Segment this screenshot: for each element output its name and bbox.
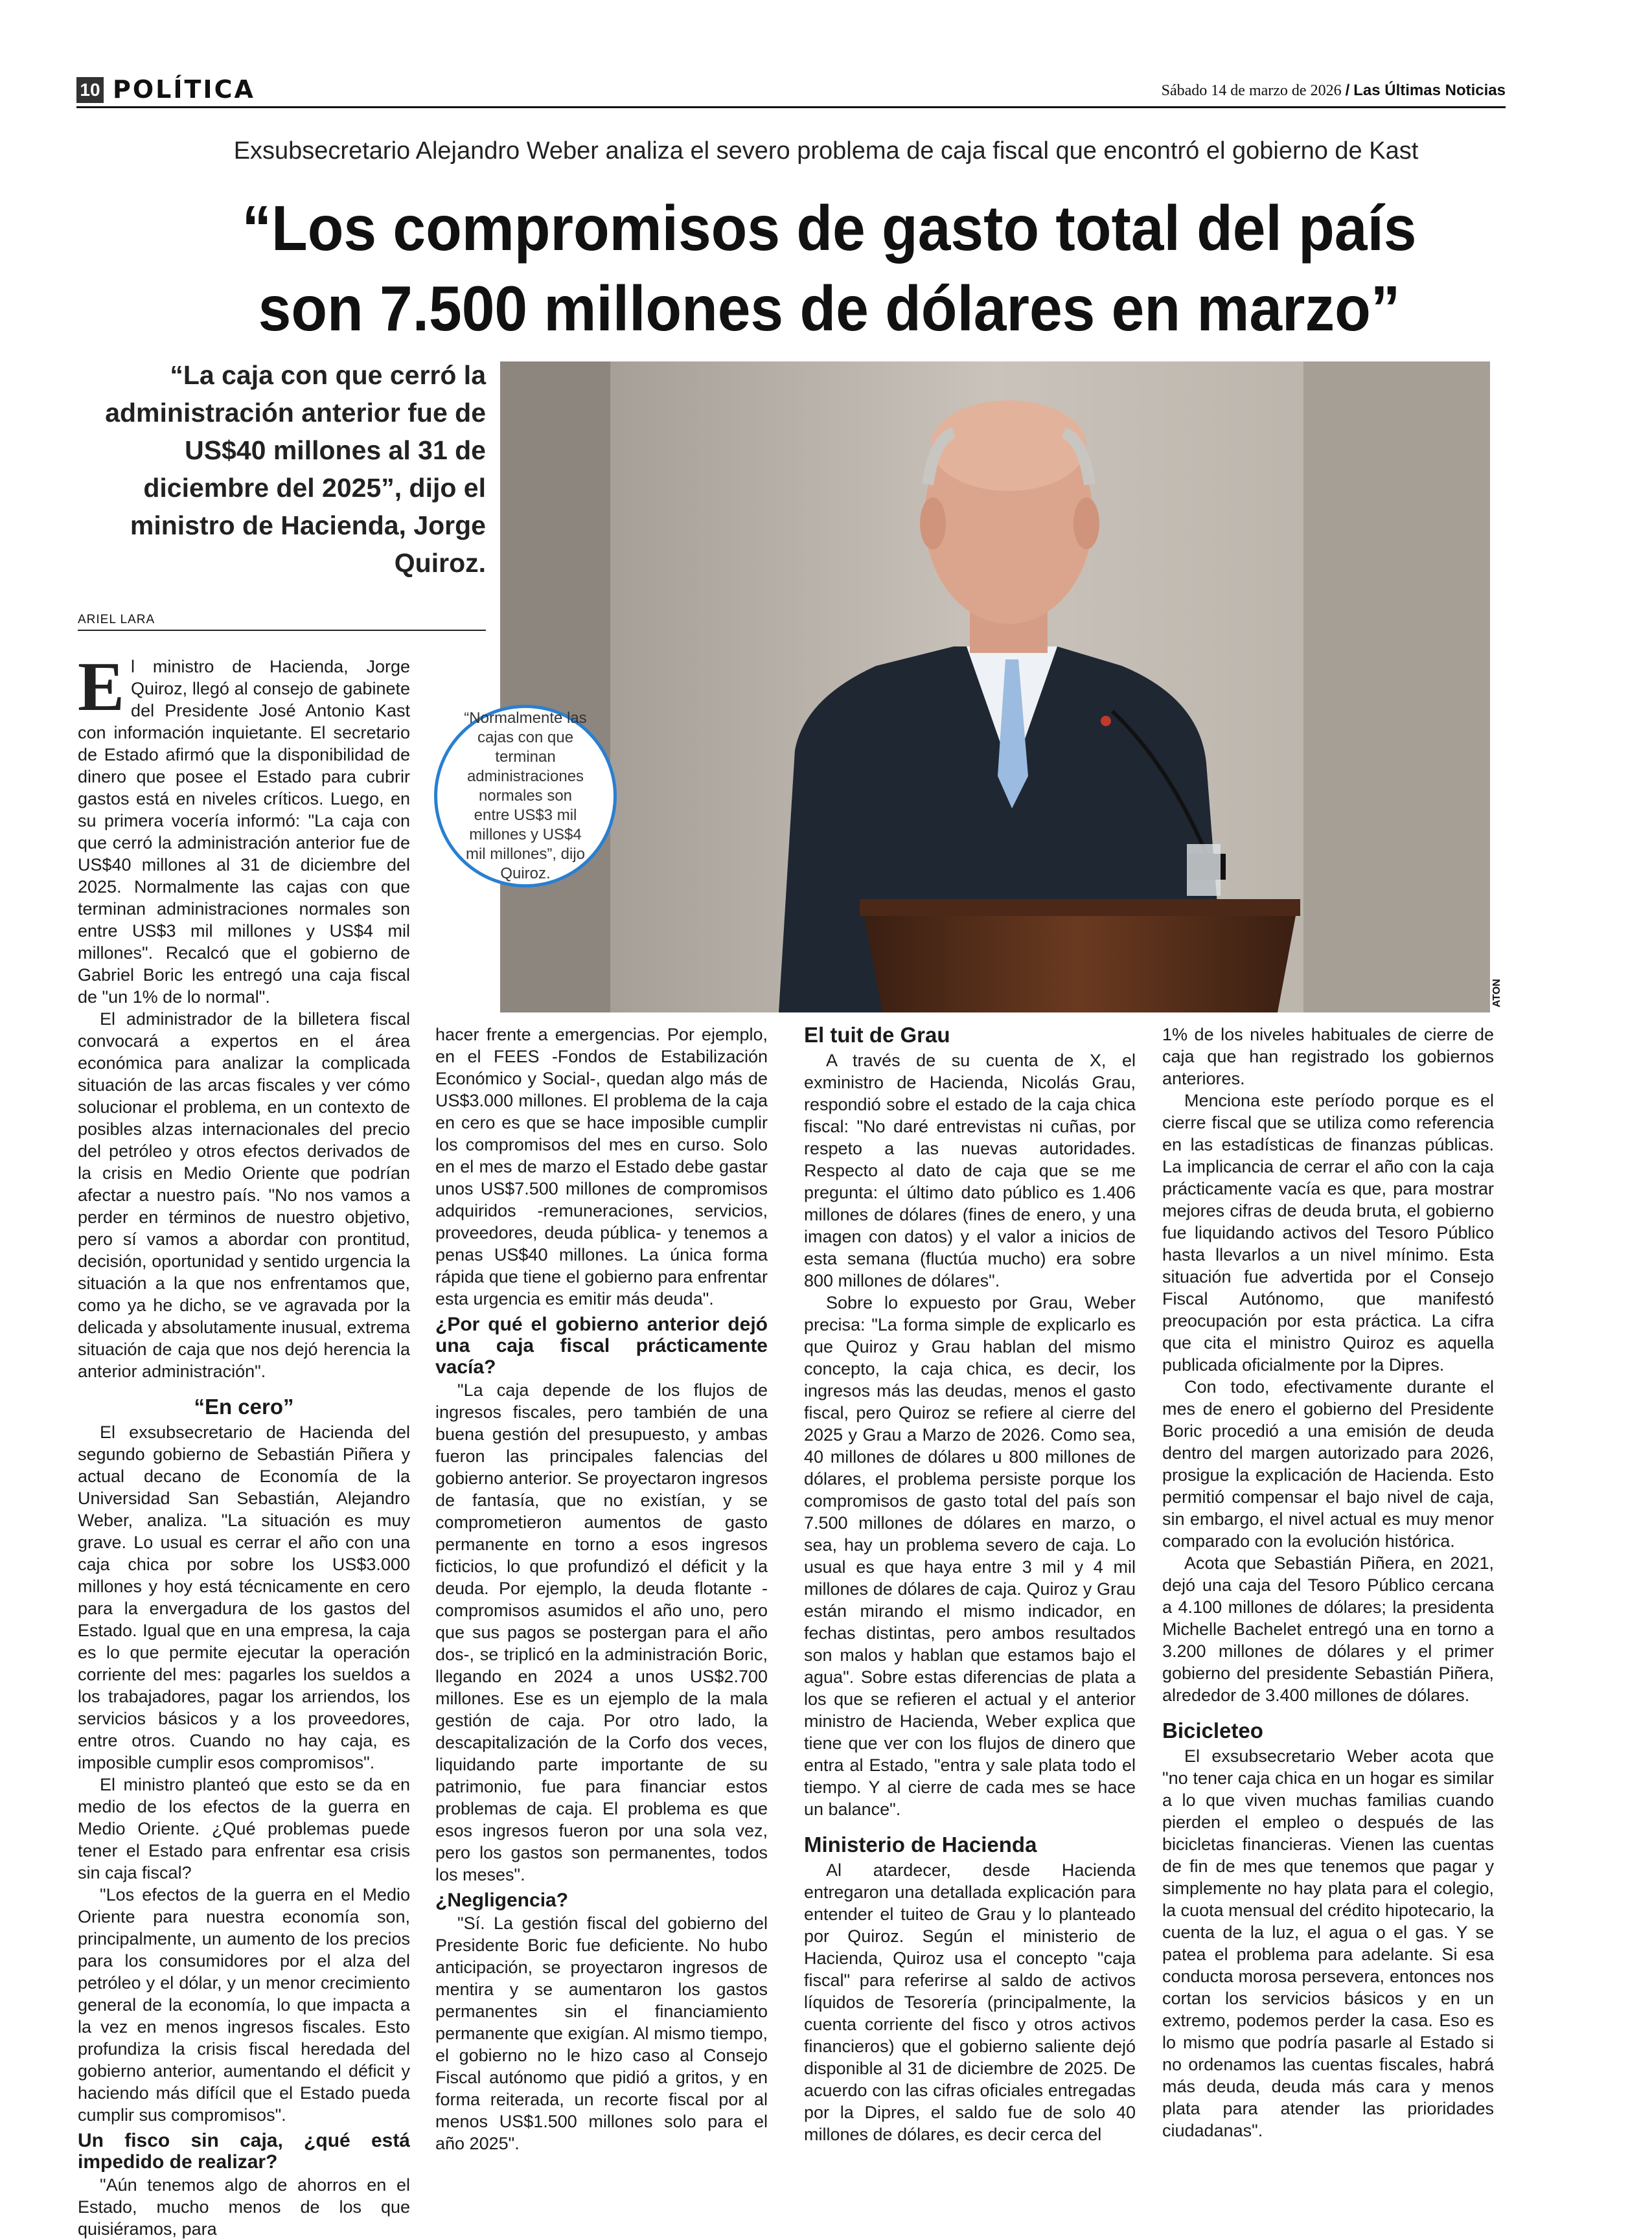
photo-illustration [500, 361, 1490, 1012]
page-number: 10 [76, 77, 104, 103]
subhead-tuit-de-grau: El tuit de Grau [804, 1023, 950, 1047]
pull-quote-text: “Normalmente las cajas con que terminan administraciones normales son entre US$3 mil millones y US$4 mil millones”, dijo Quiroz. [464, 709, 587, 882]
paragraph: El exsubsecretario de Hacienda del segundo gobierno de Sebastián Piñera y actual decano de Economía de la Universidad San Sebastián, Alejandro Weber, analiza. "La situación es muy grave. Lo usual es cerrar el año con una caja chica por sobre los US$3.000 millones y hoy está técnicamente en cero para la envergadura de los gastos del Estado. Igual que en una empresa, la caja es lo que permite ejecutar la operación corriente del mes: pagarles los sueldos a los trabajadores, pagar los arriendos, los servicios básicos y a los proveedores, entre otros. Cuando no hay caja, es imposible cumplir esos compromisos". [78, 1423, 410, 1772]
paragraph: 1% de los niveles habituales de cierre de caja que han registrado los gobiernos anteriores. [1162, 1025, 1494, 1088]
subhead-ministerio-de-hacienda: Ministerio de Hacienda [804, 1833, 1037, 1857]
question-gobierno-anterior: ¿Por qué el gobierno anterior dejó una caja fiscal prácticamente vacía? [435, 1314, 768, 1378]
headline-line-1: “Los compromisos de gasto total del país [242, 192, 1417, 264]
paragraph: Sobre lo expuesto por Grau, Weber precisa: "La forma simple de explicarlo es que Quiroz y Grau hablan del mismo concepto, la caja chica, es decir, los ingresos más las deudas, menos el gasto fiscal, pero Quiroz se refiere al cierre del 2025 y Grau a Marzo de 2026. Como sea, 40 millones de dólares u 800 millones de dólares, el problema persiste porque los compromisos de gasto total del país son 7.500 millones de dólares en marzo, o sea, hay un problema severo de caja. Lo usual es que haya entre 3 mil y 4 mil millones de dólares de caja. Quiroz y Grau están mirando el mismo indicador, en fechas distintas, pero ambos resultados son malos y hablan que estamos bajo el agua". Sobre estas diferencias de plata a los que se refieren el actual y el anterior ministro de Hacienda, Weber explica que tiene que ver con los flujos de dinero que entra al Estado, "entra y sale plata todo el tiempo. Y al cierre de cada mes se hace un balance". [804, 1293, 1136, 1819]
body-column-3 [804, 1023, 1136, 2145]
newspaper-name: Las Últimas Noticias [1353, 82, 1506, 99]
opening-text: l ministro de Hacienda, Jorge Quiroz, llegó al consejo de gabinete del Presidente José Antonio Kast con información inquietante. El secretario de Estado afirmó que la disponibilidad de dinero que posee el Estado para cubrir gastos está en niveles críticos. Luego, en su primera vocería informó: "La caja con que cerró la administración anterior fue de US$40 millones al 31 de diciembre del 2025. Normalmente las cajas con que terminan administraciones normales son entre US$3 mil millones y US$4 mil millones". Recalcó que el gobierno de Gabriel Boric les entregó una caja fiscal de "un 1% de lo normal". [78, 657, 410, 1007]
dateline [1162, 82, 1506, 100]
paragraph: Acota que Sebastián Piñera, en 2021, dejó una caja del Tesoro Público cercana a 4.100 millones de dólares; la presidenta Michelle Bachelet entregó una en torno a 3.200 millones de dólares y el primer gobierno del presidente Sebastián Piñera, alrededor de 3.400 millones de dólares. [1162, 1553, 1494, 1705]
question-negligencia: ¿Negligencia? [435, 1890, 569, 1911]
paragraph: Con todo, efectivamente durante el mes de enero el gobierno del Presidente Boric procedió a una emisión de deuda dentro del margen autorizado para 2026, prosigue la explicación de Hacienda. Esto permitió compensar el bajo nivel de caja, sin embargo, el nivel actual es muy menor comparado con la evolución histórica. [1162, 1377, 1494, 1551]
paragraph: "Sí. La gestión fiscal del gobierno del Presidente Boric fue deficiente. No hubo anticipación, se proyectaron ingresos de mentira y se aumentaron los gastos permanentes sin el financiamiento permanente que exigían. Al mismo tiempo, el gobierno no le hizo caso al Consejo Fiscal autónomo que pidió a gritos, y en forma reiterada, un recorte fiscal por al menos US$1.500 millones solo para el año 2025". [435, 1914, 768, 2153]
body-column-4 [1162, 1023, 1494, 2142]
paragraph: El administrador de la billetera fiscal convocará a expertos en el área económica para analizar la complicada situación de las arcas fiscales y ver cómo solucionar el problema, en un contexto de posibles alzas internacionales del precio del petróleo y otros efectos derivados de la crisis en Medio Oriente que podrían afectar a nuestro país. "No nos vamos a perder en términos de nuestro objetivo, pero sí vamos a abordar con prontitud, decisión, oportunidad y sentido urgencia la situación a la que nos enfrentamos que, como ya he dicho, se ve agravada por la delicada y absolutamente inusual, extrema situación de caja que nos dejó herencia la anterior administración". [78, 1009, 410, 1381]
opening-paragraph [78, 648, 410, 1008]
article-deck: “La caja con que cerró la administración anterior fue de US$40 millones al 31 de diciembre del 2025”, dijo el ministro de Hacienda, Jorge Quiroz. [105, 360, 486, 578]
question-fisco-sin-caja: Un fisco sin caja, ¿qué está impedido de realizar? [78, 2130, 410, 2173]
body-column-2 [435, 1023, 768, 2154]
article-kicker: Exsubsecretario Alejandro Weber analiza el severo problema de caja fiscal que encontró el gobierno de Kast [233, 137, 1419, 165]
paragraph: "La caja depende de los flujos de ingresos fiscales, pero también de una buena gestión del presupuesto, y ambas fueron las principales falencias del gobierno anterior. Se proyectaron ingresos de fantasía, que no existían, y se comprometieron aumentos de gasto permanente en torno a esos ingresos ficticios, lo que profundizó el déficit y la deuda. Por ejemplo, la deuda flotante -compromisos asumidos el año uno, pero que sus pagos se postergan para el año dos-, se triplicó en la administración Boric, llegando en 2024 a unos US$2.700 millones. Ese es un ejemplo de la mala gestión de caja. Por otro lado, la descapitalización de la Corfo dos veces, liquidando parte importante de su patrimonio, fue para financiar estos problemas de caja. El problema es que esos ingresos fueron por una sola vez, pero los gastos son permanentes, todos los meses". [435, 1380, 768, 1884]
subhead-bicicleteo: Bicicleteo [1162, 1719, 1263, 1743]
body-column-1 [78, 648, 410, 2240]
paragraph: Al atardecer, desde Hacienda entregaron una detallada explicación para entender el tuiteo de Grau y lo planteado por Quiroz. Según el ministerio de Hacienda, Quiroz usa el concepto "caja fiscal" para referirse al saldo de activos líquidos de Tesorería (principalmente, la cuenta corriente del fisco y otros activos financieros) que el gobierno saliente dejó disponible al 31 de diciembre de 2025. De acuerdo con las cifras oficiales entregadas por la Dipres, el saldo fue de solo 40 millones de dólares, es decir cerca del [804, 1860, 1136, 2144]
paragraph: A través de su cuenta de X, el exministro de Hacienda, Nicolás Grau, respondió sobre el estado de la caja chica fiscal: "No daré entrevistas ni cuñas, por respeto a las nuevas autoridades. Respecto al dato de caja que se me pregunta: el último dato público es 1.406 millones de dólares (fines de enero, y una imagen con datos) y el valor a inicios de esta semana (fluctúa mucho) era sobre 800 millones de dólares". [804, 1051, 1136, 1290]
paragraph: hacer frente a emergencias. Por ejemplo, en el FEES -Fondos de Estabilización Económico y Social-, quedan algo más de US$3.000 millones. El problema de la caja en cero es que se hace imposible cumplir los compromisos del mes en curso. Solo en el mes de marzo el Estado debe gastar unos US$7.500 millones de compromisos adquiridos -remuneraciones, servicios, proveedores, deuda pública- y tenemos a penas US$40 millones. La única forma rápida que tiene el gobierno para enfrentar esta urgencia es emitir más deuda". [435, 1025, 768, 1309]
minister-photo [500, 361, 1490, 1012]
dropcap: E [78, 648, 125, 726]
paragraph: El exsubsecretario Weber acota que "no tener caja chica en un hogar es similar a lo que viven muchas familias cuando pierden el empleo o después de las bicicletas financieras. Vienen las cuentas de fin de mes que tenemos que pagar y simplemente no hay plata para el colegio, la cuota mensual del crédito hipotecario, la cuenta de la luz, el agua o el gas. Y se patea el problema para adelante. Si esa conducta morosa persevera, entonces nos cortan los servicios básicos y en un extremo, podemos perder la casa. Eso es lo mismo que podría pasarle al Estado si no ordenamos las cuentas fiscales, habrá más deuda, deuda más cara y menos plata para atender las prioridades ciudadanas". [1162, 1746, 1494, 2140]
paragraph: "Los efectos de la guerra en el Medio Oriente para nuestra economía son, principalmente, un aumento de los precios para los consumidores por el alza del petróleo y el dólar, y un menor crecimiento general de la economía, lo que impacta a la vez en menos ingresos fiscales. Esto profundiza la crisis fiscal heredada del gobierno anterior, aumentando el déficit y haciendo más difícil que el Estado pueda cumplir sus compromisos". [78, 1885, 410, 2125]
paragraph: Menciona este período porque es el cierre fiscal que se utiliza como referencia en las estadísticas de finanzas públicas. La implicancia de cerrar el año con la caja prácticamente vacía es que, para mostrar mejores cifras de deuda bruta, el gobierno fue liquidando activos del Tesoro Público hasta llevarlos a un nivel mínimo. Esta situación fue advertida por el Consejo Fiscal Autónomo, que manifestó preocupación por esta práctica. La cifra que cita el ministro Quiroz es aquella publicada oficialmente por la Dipres. [1162, 1091, 1494, 1375]
dateline-separator: / [1345, 82, 1350, 99]
subhead-en-cero: “En cero” [194, 1395, 294, 1419]
header-rule [76, 106, 1506, 108]
article-headline [143, 188, 1516, 349]
paragraph: "Aún tenemos algo de ahorros en el Estado, mucho menos de los que quisiéramos, para [78, 2175, 410, 2239]
headline-line-2: son 7.500 millones de dólares en marzo” [258, 273, 1401, 344]
photo-credit: ATON [1491, 979, 1502, 1007]
byline: ARIEL LARA [78, 613, 486, 631]
issue-date: Sábado 14 de marzo de 2026 [1161, 82, 1342, 99]
pull-quote [434, 705, 617, 887]
paragraph: El ministro planteó que esto se da en medio de los efectos de la guerra en Medio Oriente. ¿Qué problemas puede tener el Estado para enfrentar esa crisis sin caja fiscal? [78, 1775, 410, 1882]
page-header [76, 75, 1506, 105]
section-title: POLÍTICA [113, 75, 255, 104]
